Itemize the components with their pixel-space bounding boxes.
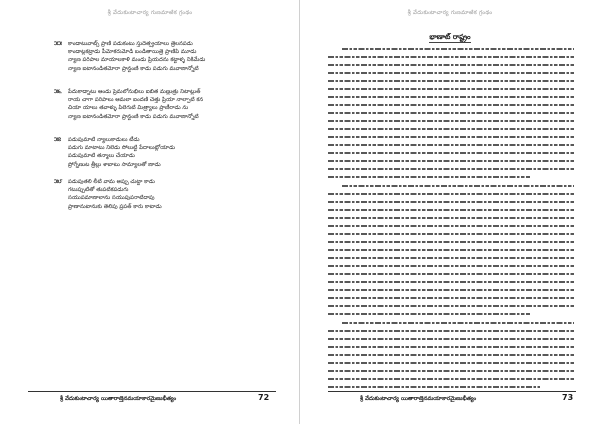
text-line [328,257,574,259]
verse-line: పడుపుమాటి న్యాలుకాడులు టీడు [68,137,140,143]
text-line [328,338,574,340]
text-line [328,233,574,235]
body-paragraph [328,322,574,388]
running-header: శ్రీ వేదుకుఁటాచార్య గుణమాఱిక గ్రంథం [407,10,493,16]
verse-line: పేదుకాడ్నాటు ఆండు ప్రెమలోనుభిలు ఐబిత మణ్లుత్రు నిటాట్లుత్ [68,89,201,95]
verse-line: కాండాట్లకట్రాడు పీమోకరుమోడి బండితాయిత్రె ప్రాణిపి మూడు [68,49,197,56]
text-line [328,64,574,66]
text-line [328,160,574,162]
verse-stanza [54,88,274,121]
body-paragraph [328,185,574,315]
text-line [328,362,574,364]
text-line [328,56,574,58]
page-number: 73 [562,393,574,402]
text-line [328,152,574,154]
text-line [328,386,540,388]
text-line [328,265,574,267]
text-line [328,193,574,195]
text-line [328,72,574,74]
verse-line: న్యాణ ఐటానండితమోరా ప్రాన్టంణి కాడు పడుగు మవాణాన్నోటి [68,65,199,72]
text-line [328,144,574,146]
text-line [328,168,574,170]
text-line [342,48,574,50]
text-line [328,313,530,315]
text-line [328,96,574,98]
verse-line: ప్రోగ్నేణుట త్రీల్లు శాబాటు సామ్యాలతో ణాడు [68,161,161,168]
text-line [328,209,574,211]
text-line [328,330,574,332]
text-line [328,176,530,178]
text-line [328,249,574,251]
text-line [328,225,574,227]
footer-rule [28,391,276,392]
footer-rule [328,391,576,392]
text-line [328,128,574,130]
text-line [328,281,574,283]
text-line [328,80,574,82]
text-line [328,136,574,138]
text-line [342,322,574,324]
text-line [342,185,574,187]
footer-text: శ్రీ వేదుకుఁటాచార్య యితారాణ్తెనమయాకారమైణుభీత్యం [60,396,177,402]
verse-line: కాండాటువాట్స్ ప్రాణి పడుకంటు స్తుదెత్ప్రయాలు త్రెలనపడు [68,41,193,47]
text-line [328,88,574,90]
chapter-title-text: భాణాట్ రాష్ట్రం [429,33,471,41]
verse-line: న్యాణ పరిపాల మాయాలకాళి మండు ప్రియదను కట్టాళ్ళ నికిమేడు [68,57,206,64]
verse-number: ౫౬ [54,89,62,95]
running-header: శ్రీ వేదుకుఁటాచార్య గుణమాఱిక గ్రంథం [107,10,193,16]
text-line [328,201,574,203]
text-line [328,305,574,307]
footer-text: శ్రీ వేదుకుఁటాచార్య యితారాణ్తెనమయాకారమైణుభీత్యం [360,396,477,402]
text-line [328,378,574,380]
text-line [328,354,574,356]
text-line [328,112,574,114]
verse-line: న్యాణ ఐటానండితమోరా ప్రాన్టంణి కాడు పడుగు మవాణాన్నోటి [68,113,199,120]
text-line [328,241,574,243]
text-line [328,289,574,291]
verse-line: సయుపమాణాలాను సయుపుపరాటిదాపు [68,195,155,202]
text-line [328,217,574,219]
verse-stanza [54,178,274,211]
text-line [328,297,574,299]
verse-line: ప్రాణానుటానుకు తెలిపు ప్రపత్ కారు కాటాడు [68,203,162,210]
page-number: 72 [258,393,270,402]
verse-number: ౫౭ [54,137,62,143]
verse-line: పడుగు మాటాటు నిలెడు సోలుట్టి పేదాలుట్లోయాడు [68,145,176,152]
right-page [300,0,600,424]
text-line [328,273,574,275]
verse-line: చియా యాలు తవాళ్ళు పిలెగుటి మిత్ర్యాలు ప్రాణీరాడు ను [68,105,189,112]
chapter-title [300,33,600,43]
prose-block [328,48,574,395]
verse-line: పడుపుమాటి తన్మాలు చేయాడు [68,153,135,160]
verse-line: గటుప్పుటితో తుపటికపడుగు [68,187,129,194]
text-line [328,120,574,122]
verse-number: ౫౮ [54,179,63,185]
verse-number: ౫౫ [54,41,62,47]
verse-line: రాయ చాగా పరిపాలు ఆమలా ఐందణి చెత్తు ప్రియా నాల్పాటి కన [68,97,204,104]
body-paragraph [328,48,574,178]
text-line [328,346,574,348]
text-line [328,370,574,372]
text-line [328,104,574,106]
verse-line: పడుపుతలి లీటి వామ అప్పు చుట్టా కాడు [68,179,155,185]
verse-stanza [54,136,274,169]
verse-stanza [54,40,274,73]
